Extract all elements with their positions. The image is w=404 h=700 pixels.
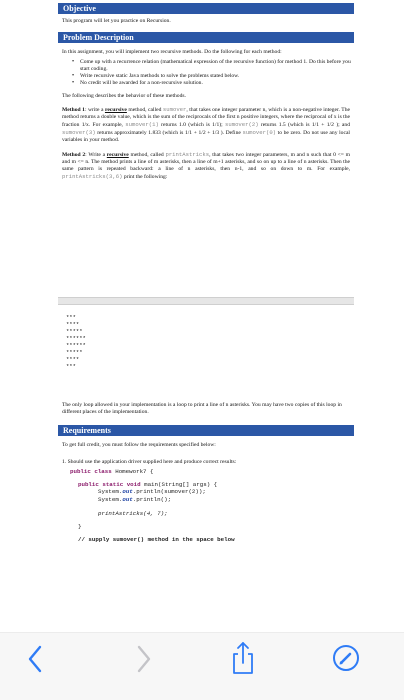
problem-bullets: [58, 59, 354, 87]
method2-recursive: recursive: [106, 152, 129, 158]
code-text: .println(sumover(2));: [132, 488, 206, 496]
code-text: System.: [98, 495, 123, 503]
document-page: [58, 0, 354, 632]
code-line: }: [78, 522, 82, 530]
code-text: .println();: [132, 495, 172, 503]
method1-text: returns 1.0 (which is 1/1);: [158, 122, 225, 128]
share-icon[interactable]: [228, 639, 258, 677]
bullet-item: • Come up with a recurrence relation (mathematical expression of the recursive function) for method 1. Do this before you start coding.: [72, 59, 354, 73]
bullet-item: • Write recursive static Java methods to solve the problems stated below.: [72, 73, 354, 80]
asterisk-line: ******: [66, 342, 86, 349]
asterisk-line: ****: [66, 321, 80, 328]
method1-text: : write a: [84, 107, 105, 113]
code-text: main(String[] args) {: [140, 480, 218, 488]
code-text: System.: [98, 488, 123, 496]
method1-example: sumover(0): [242, 129, 277, 136]
method1-name: sumover: [162, 106, 187, 113]
method2-paragraph: [62, 151, 350, 181]
method1-text: returns approximately 1.833 (which is 1/1 + 1/2 + 1/3 ). Define: [95, 130, 243, 136]
method1-label: Method 1: [62, 107, 85, 113]
code-line: [98, 488, 354, 496]
code-line: [78, 481, 354, 489]
back-chevron-icon[interactable]: [22, 641, 50, 677]
method2-text: method, called: [128, 152, 166, 158]
objective-text: This program will let you practice on Recursion.: [62, 18, 171, 24]
asterisk-line: ***: [66, 314, 76, 321]
method1-text: method, called: [126, 107, 163, 113]
behavior-text: The following describes the behavior of these methods.: [62, 93, 186, 99]
method1-example: sumover(3): [62, 129, 96, 136]
method1-text: , that takes one integer parameter n, which is a non-negative integer. The method returns a double value, which is the sum of the reciprocals of the first n positive integers, where the reciprocal of x is the fraction 1/x. For example,: [62, 107, 350, 128]
asterisk-line: ******: [66, 335, 86, 342]
asterisk-line: ****: [66, 356, 80, 363]
method1-example: sumover(1): [125, 121, 159, 128]
method2-text: : Write a: [85, 152, 107, 158]
objective-title: Objective: [63, 4, 96, 13]
asterisk-output: [66, 314, 354, 370]
method1-text: returns 1.5 (which is 1/1 + 1/2 ); and: [258, 122, 351, 128]
asterisk-line: *****: [66, 349, 83, 356]
code-keyword: public class: [70, 468, 112, 475]
method1-paragraph: [62, 106, 350, 144]
requirements-header: [58, 425, 354, 436]
method2-label: Method 2: [62, 152, 86, 158]
objective-header: [58, 3, 354, 14]
problem-header: [58, 32, 354, 43]
asterisk-line: ***: [66, 363, 76, 370]
code-field: out: [122, 495, 133, 503]
problem-title: Problem Description: [63, 33, 134, 42]
markup-pen-icon[interactable]: [331, 643, 361, 673]
problem-intro: In this assignment, you will implement two recursive methods. Do the following for each method:: [62, 49, 282, 55]
method1-text: to be zero. Do not use any local variables in your method.: [62, 130, 350, 143]
code-block: [70, 468, 354, 543]
requirements-title: Requirements: [63, 426, 111, 435]
method2-example: printAstricks(3,6): [62, 173, 123, 180]
page-divider: [58, 297, 354, 305]
code-line: printAstricks(4, 7);: [98, 510, 168, 518]
forward-chevron-icon[interactable]: [129, 641, 157, 677]
code-field: out: [122, 488, 133, 496]
method1-example: sumover(2): [225, 121, 259, 128]
code-comment: // supply sumover() method in the space below: [78, 535, 235, 543]
method2-text: , that takes two integer parameters, m and n such that 0 <= m and m <= n. The method prints a line of m asterisks, then a line of m+1 asterisks, and so on up to a line of n asterisks. Then the same pattern is repeated backward: a line of n asterisks, then n-1, and so on down to m. For example,: [62, 152, 351, 172]
method2-name: printAstricks: [165, 151, 210, 158]
blank-space: [58, 181, 354, 297]
loop-note: The only loop allowed in your implementation is a loop to print a line of n asterisks. You may have two copies of this loop in different places of the implementation.: [62, 402, 342, 415]
code-line: [98, 496, 354, 504]
code-keyword: public static void: [78, 480, 141, 488]
code-line: [70, 468, 354, 476]
method2-text: print the following:: [122, 174, 168, 180]
code-text: Homework7 {: [111, 468, 154, 475]
asterisk-line: *****: [66, 328, 83, 335]
viewer-toolbar: [0, 632, 404, 700]
bullet-item: • No credit will be awarded for a non-recursive solution.: [72, 80, 354, 87]
requirements-intro: To get full credit, you must follow the requirements specified below:: [62, 442, 216, 448]
requirement-item-1: 1. Should use the application driver supplied here and produce correct results:: [62, 459, 237, 465]
blank-space: [58, 370, 354, 402]
method1-recursive: recursive: [104, 107, 127, 113]
